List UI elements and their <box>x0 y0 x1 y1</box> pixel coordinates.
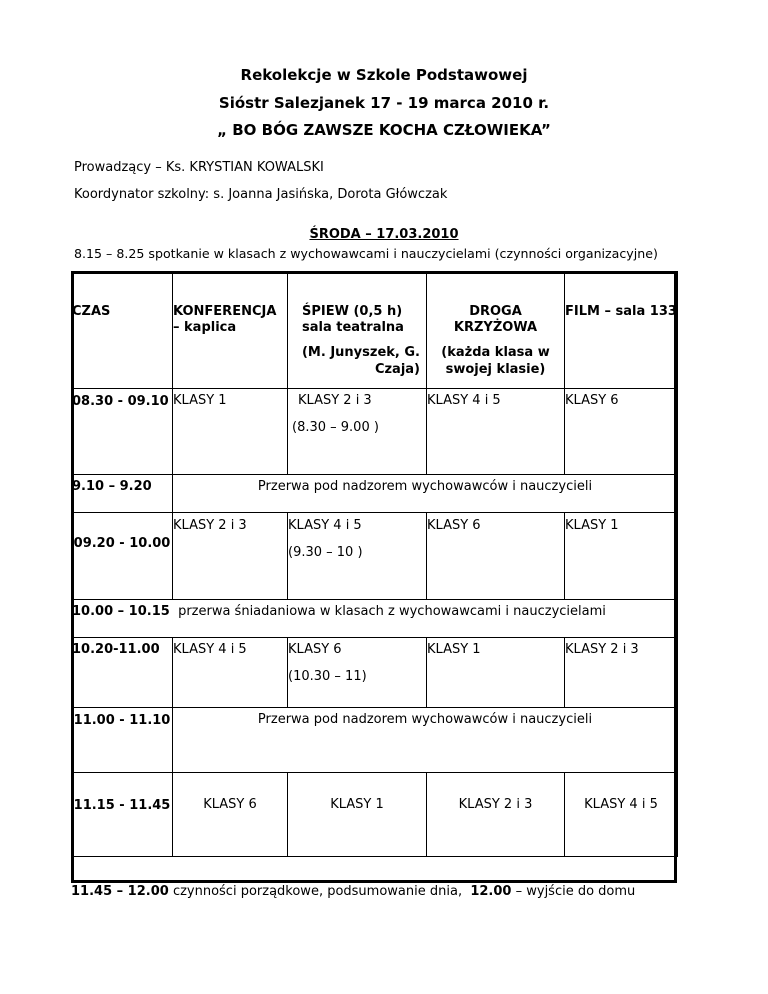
row1-film: KLASY 6 <box>565 388 678 474</box>
row2-conference: KLASY 2 i 3 <box>173 512 288 599</box>
row1-time: 08.30 - 09.10 <box>72 388 173 474</box>
break1-time: 9.10 – 9.20 <box>72 474 173 512</box>
row3-way: KLASY 1 <box>427 637 565 707</box>
row2-singing: KLASY 4 i 5 (9.30 – 10 ) <box>288 512 427 599</box>
header-conference: KONFERENCJA – kaplica <box>173 272 288 389</box>
row4-time: 11.15 - 11.45 <box>72 772 173 856</box>
table-row <box>72 599 678 637</box>
header-way: DROGA KRZYŻOWA <box>427 272 565 337</box>
table-row <box>72 474 678 512</box>
footer-text-2: – wyjście do domu <box>515 884 636 899</box>
row3-conference: KLASY 4 i 5 <box>173 637 288 707</box>
breakfast-time: 10.00 – 10.15 <box>72 603 170 619</box>
title-line-3: „ BO BÓG ZAWSZE KOCHA CZŁOWIEKA” <box>217 121 551 139</box>
row4-conference: KLASY 6 <box>173 772 288 856</box>
header-time: CZAS <box>72 272 173 389</box>
breakfast-text: przerwa śniadaniowa w klasach z wychowawcami i nauczycielami <box>178 603 606 619</box>
row4-way: KLASY 2 i 3 <box>427 772 565 856</box>
table-row <box>72 772 678 856</box>
row2-way: KLASY 6 <box>427 512 565 599</box>
row1-conference: KLASY 1 <box>173 388 288 474</box>
table-row <box>72 388 678 474</box>
day-intro: 8.15 – 8.25 spotkanie w klasach z wychowawcami i nauczycielami (czynności organizacyjne) <box>74 246 658 261</box>
row2-time: 09.20 - 10.00 <box>72 512 173 599</box>
table-row <box>72 512 678 599</box>
break2-time: 11.00 - 11.10 <box>72 707 173 772</box>
title-line-2: Sióstr Salezjanek 17 - 19 marca 2010 r. <box>218 94 550 112</box>
day-heading: ŚRODA – 17.03.2010 <box>309 227 459 242</box>
row3-singing: KLASY 6 (10.30 – 11) <box>288 637 427 707</box>
breakfast-row <box>72 599 678 637</box>
footer-line <box>71 884 635 899</box>
header-film: FILM – sala 133 <box>565 272 678 389</box>
header-singing-leaders: (M. Junyszek, G. Czaja) <box>288 336 427 388</box>
row1-singing: KLASY 2 i 3 (8.30 – 9.00 ) <box>288 388 427 474</box>
title-line-1: Rekolekcje w Szkole Podstawowej <box>240 66 528 84</box>
break1-text: Przerwa pod nadzorem wychowawców i nauczycieli <box>173 474 678 512</box>
row3-time: 10.20-11.00 <box>72 637 173 707</box>
footer-time-2: 12.00 <box>470 884 512 899</box>
footer-text-1: czynności porządkowe, podsumowanie dnia, <box>172 884 463 899</box>
leader-line: Prowadzący – Ks. KRYSTIAN KOWALSKI <box>74 160 324 175</box>
row1-way: KLASY 4 i 5 <box>427 388 565 474</box>
row4-singing: KLASY 1 <box>288 772 427 856</box>
break2-text: Przerwa pod nadzorem wychowawców i nauczycieli <box>173 707 678 772</box>
coordinator-line: Koordynator szkolny: s. Joanna Jasińska, Dorota Główczak <box>74 187 448 202</box>
header-way-note: (każda klasa w swojej klasie) <box>427 336 565 388</box>
row2-film: KLASY 1 <box>565 512 678 599</box>
table-row <box>72 707 678 772</box>
header-singing: ŚPIEW (0,5 h) sala teatralna <box>288 272 427 337</box>
row4-film: KLASY 4 i 5 <box>565 772 678 856</box>
footer-time-1: 11.45 – 12.00 <box>71 884 169 899</box>
row3-film: KLASY 2 i 3 <box>565 637 678 707</box>
table-row <box>72 637 678 707</box>
schedule-table <box>71 271 678 857</box>
